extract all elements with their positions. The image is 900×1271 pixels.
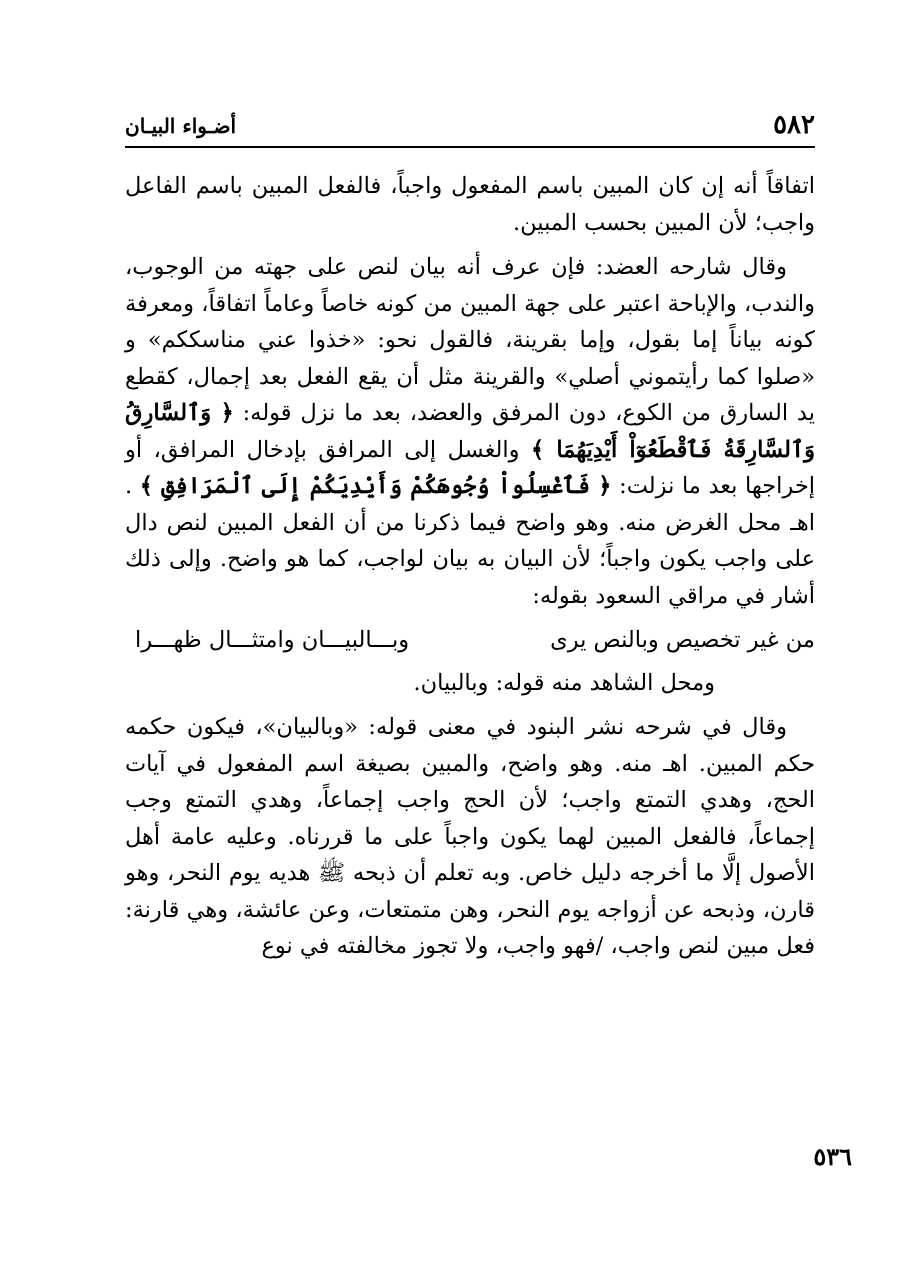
book-page	[125, 100, 852, 1171]
paragraph-2-text-a: وقال شارحه العضد: فإن عرف أنه بيان لنص على جهته من الوجوب، والندب، والإباحة اعتبر على جهة المبين من كونه خاصاً وعاماً اتفاقاً، ومعرفة كونه بياناً إما بقول، وإما بقرينة، فالقول نحو: «خذوا عني مناسككم» و «صلوا كما رأيتموني أصلي» والقرينة مثل أن يقع الفعل بعد إجمال، كقطع يد السارق من الكوع، دون المرفق والعضد، بعد ما نزل قوله:	[125, 254, 816, 426]
paragraph-3: وقال في شرحه نشر البنود في معنى قوله: «وبالبيان»، فيكون حكمه حكم المبين. اهـ منه. وهو واضح، والمبين بصيغة اسم المفعول في آيات الحج، وهدي التمتع واجب؛ لأن الحج واجب إجماعاً، وهدي التمتع وجب إجماعاً، فالفعل المبين لهما يكون واجباً على ما قررناه. وعليه عامة أهل الأصول إلَّا ما أخرجه دليل خاص. وبه تعلم أن ذبحه ﷺ هديه يوم النحر، وهو قارن، وذبحه عن أزواجه يوم النحر، وهن متمتعات، وعن عائشة، وهي قارنة: فعل مبين لنص واجب، /فهو واجب، ولا تجوز مخالفته في نوع	[125, 714, 815, 959]
page-number: ٥٨٢	[773, 110, 815, 140]
running-header	[125, 100, 815, 148]
poem-line	[125, 622, 815, 659]
poem-second-hemistich: وبـــالبيـــان وامتثـــال ظهـــرا	[135, 627, 410, 653]
paragraph-2-text-c: . اهـ محل الغرض منه. وهو واضح فيما ذكرنا من أن الفعل المبين لنص دال على واجب يكون واجباً؛ لأن البيان به بيان لواجب، كما هو واضح. وإلى ذلك أشار في مراقي السعود بقوله:	[125, 473, 815, 609]
margin-reference: ٥٣٦	[813, 1142, 852, 1171]
paragraph-1: اتفاقاً أنه إن كان المبين باسم المفعول واجباً، فالفعل المبين باسم الفاعل واجب؛ لأن المبين بحسب المبين.	[125, 173, 815, 236]
quran-verse-ablution: ﴿ فَٱغْسِلُواْ وُجُوهَكُمْ وَأَيْدِيَكُمْ إِلَى ٱلْمَرَافِقِ ﴾	[139, 473, 612, 499]
quran-verse-theft: ﴿ وَٱلسَّارِقُ وَٱلسَّارِقَةُ فَٱقْطَعُوٓاْ أَيْدِيَهُمَا ﴾	[125, 400, 815, 463]
poem-note: ومحل الشاهد منه قوله: وبالبيان.	[413, 669, 715, 696]
book-title: أضـواء البيـان	[125, 114, 237, 138]
paragraph-2-text-b: والغسل إلى المرافق بإدخال المرافق، أو إخراجها بعد ما نزلت:	[125, 436, 815, 499]
page-body	[125, 168, 815, 965]
paragraph-2	[125, 249, 815, 614]
poem-first-hemistich: من غير تخصيص وبالنص يرى	[550, 627, 815, 653]
